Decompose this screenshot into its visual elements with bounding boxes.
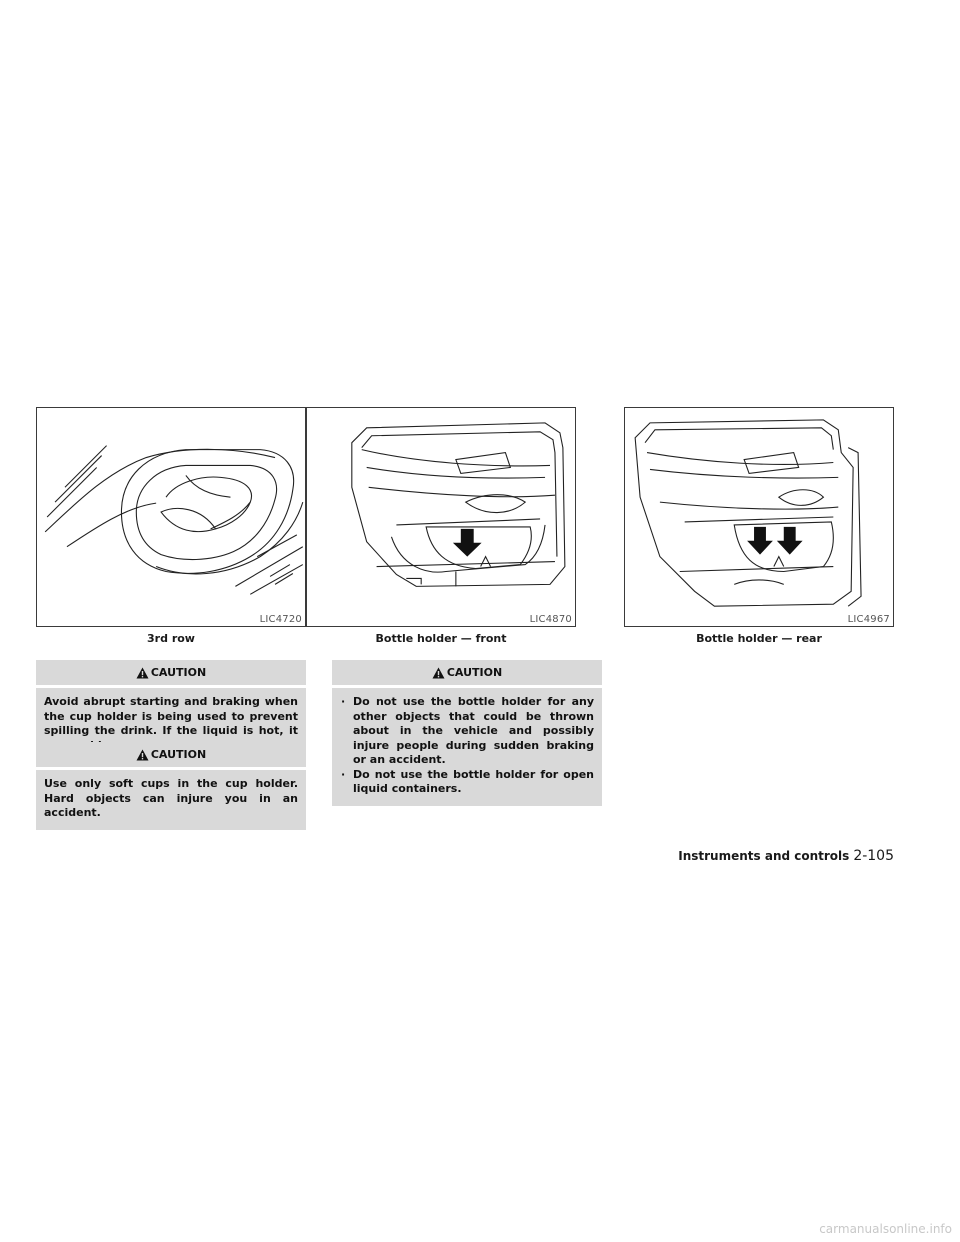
caution-text: Avoid abrupt starting and braking when the cup holder is being used to prevent spilling the drink. If the liquid is hot, it — [44, 695, 298, 737]
front-door-illustration — [307, 408, 575, 626]
figure-code: LIC4720 — [259, 614, 302, 625]
figure-bottle-holder-front — [306, 407, 576, 627]
cup-holder-illustration — [37, 408, 305, 626]
arrow-down-icon — [747, 527, 802, 555]
warning-triangle-icon — [136, 667, 149, 679]
caution-list-item: · Do not use the bottle holder for open liquid containers. — [341, 767, 594, 795]
caution-header — [36, 742, 306, 767]
caution-item-text: Do not use the bottle holder for any other objects that could be thrown about in the vehicle and possibly injure people during sudden braking or an accident. — [353, 695, 594, 766]
caution-item-text: Do not use the bottle holder for open liquid containers. — [353, 767, 594, 795]
warning-triangle-icon — [432, 667, 445, 679]
arrow-down-icon — [453, 529, 482, 557]
caution-text: Use only soft cups in the cup holder. Hard objects can injure you in an accident. — [44, 777, 298, 819]
warning-triangle-icon — [136, 749, 149, 761]
figure-caption: Bottle holder — rear — [696, 632, 822, 645]
section-title: Instruments and controls — [678, 849, 850, 863]
figure-bottle-holder-rear — [624, 407, 894, 627]
figure-caption: 3rd row — [147, 632, 195, 645]
caution-box — [332, 660, 602, 806]
caution-list-item: · Do not use the bottle holder for any other objects that could be thrown about in the vehicle and possibly injure people during sudden braking or an accident. — [341, 695, 594, 766]
caution-title: CAUTION — [446, 666, 503, 679]
page-footer — [678, 848, 894, 864]
figure-3rd-row — [36, 407, 306, 627]
figure-caption: Bottle holder — front — [375, 632, 507, 645]
caution-box — [36, 742, 306, 830]
figure-code: LIC4967 — [847, 614, 890, 625]
caution-title: CAUTION — [150, 666, 207, 679]
watermark: carmanualsonline.info — [819, 1222, 952, 1236]
figure-code: LIC4870 — [529, 614, 572, 625]
caution-list — [332, 688, 602, 806]
caution-title: CAUTION — [150, 748, 207, 761]
page-number: 2-105 — [853, 848, 894, 864]
rear-door-illustration — [625, 408, 893, 626]
caution-header — [36, 660, 306, 685]
caution-header — [332, 660, 602, 685]
